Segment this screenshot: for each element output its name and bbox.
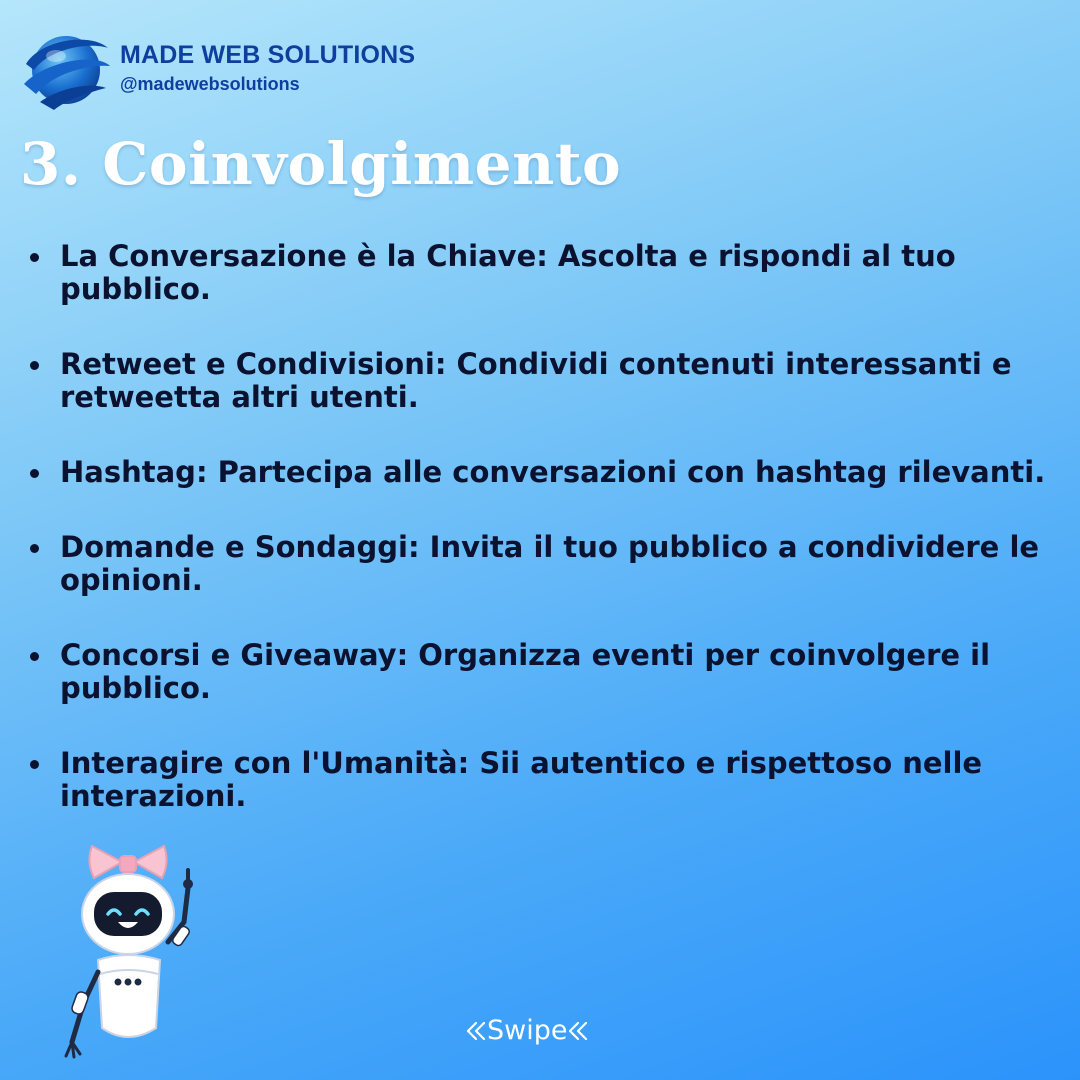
list-item xyxy=(28,456,1058,489)
bullet-text: La Conversazione è la Chiave: Ascolta e rispondi al tuo pubblico. xyxy=(60,239,956,306)
list-item xyxy=(28,747,1058,813)
bullet-text: Domande e Sondaggi: Invita il tuo pubblico a condividere le opinioni. xyxy=(60,530,1040,597)
page-title: 3. Coinvolgimento xyxy=(20,130,622,198)
bullet-dot-icon xyxy=(30,361,39,370)
globe-logo-icon xyxy=(20,22,112,114)
bullet-text: Retweet e Condivisioni: Condividi contenuti interessanti e retweetta altri utenti. xyxy=(60,347,1012,414)
robot-mascot-icon xyxy=(48,842,218,1067)
brand-name: MADE WEB SOLUTIONS xyxy=(120,41,416,69)
bullet-text: Concorsi e Giveaway: Organizza eventi per coinvolgere il pubblico. xyxy=(60,638,991,705)
list-item xyxy=(28,348,1058,414)
brand-block xyxy=(120,40,415,95)
list-item xyxy=(28,639,1058,705)
bullet-list xyxy=(28,240,1058,855)
brand-handle: @madewebsolutions xyxy=(120,74,300,94)
list-item xyxy=(28,240,1058,306)
swipe-label: Swipe xyxy=(487,1015,568,1046)
bullet-dot-icon xyxy=(30,469,39,478)
double-chevron-left-icon xyxy=(567,1020,589,1042)
bullet-dot-icon xyxy=(30,760,39,769)
bullet-text: Interagire con l'Umanità: Sii autentico e rispettoso nelle interazioni. xyxy=(60,746,983,813)
bullet-dot-icon xyxy=(30,544,39,553)
double-chevron-left-icon xyxy=(465,1020,487,1042)
bullet-dot-icon xyxy=(30,652,39,661)
list-item xyxy=(28,531,1058,597)
swipe-indicator[interactable] xyxy=(465,1014,589,1046)
bullet-dot-icon xyxy=(30,253,39,262)
bullet-text: Hashtag: Partecipa alle conversazioni con hashtag rilevanti. xyxy=(60,455,1046,489)
